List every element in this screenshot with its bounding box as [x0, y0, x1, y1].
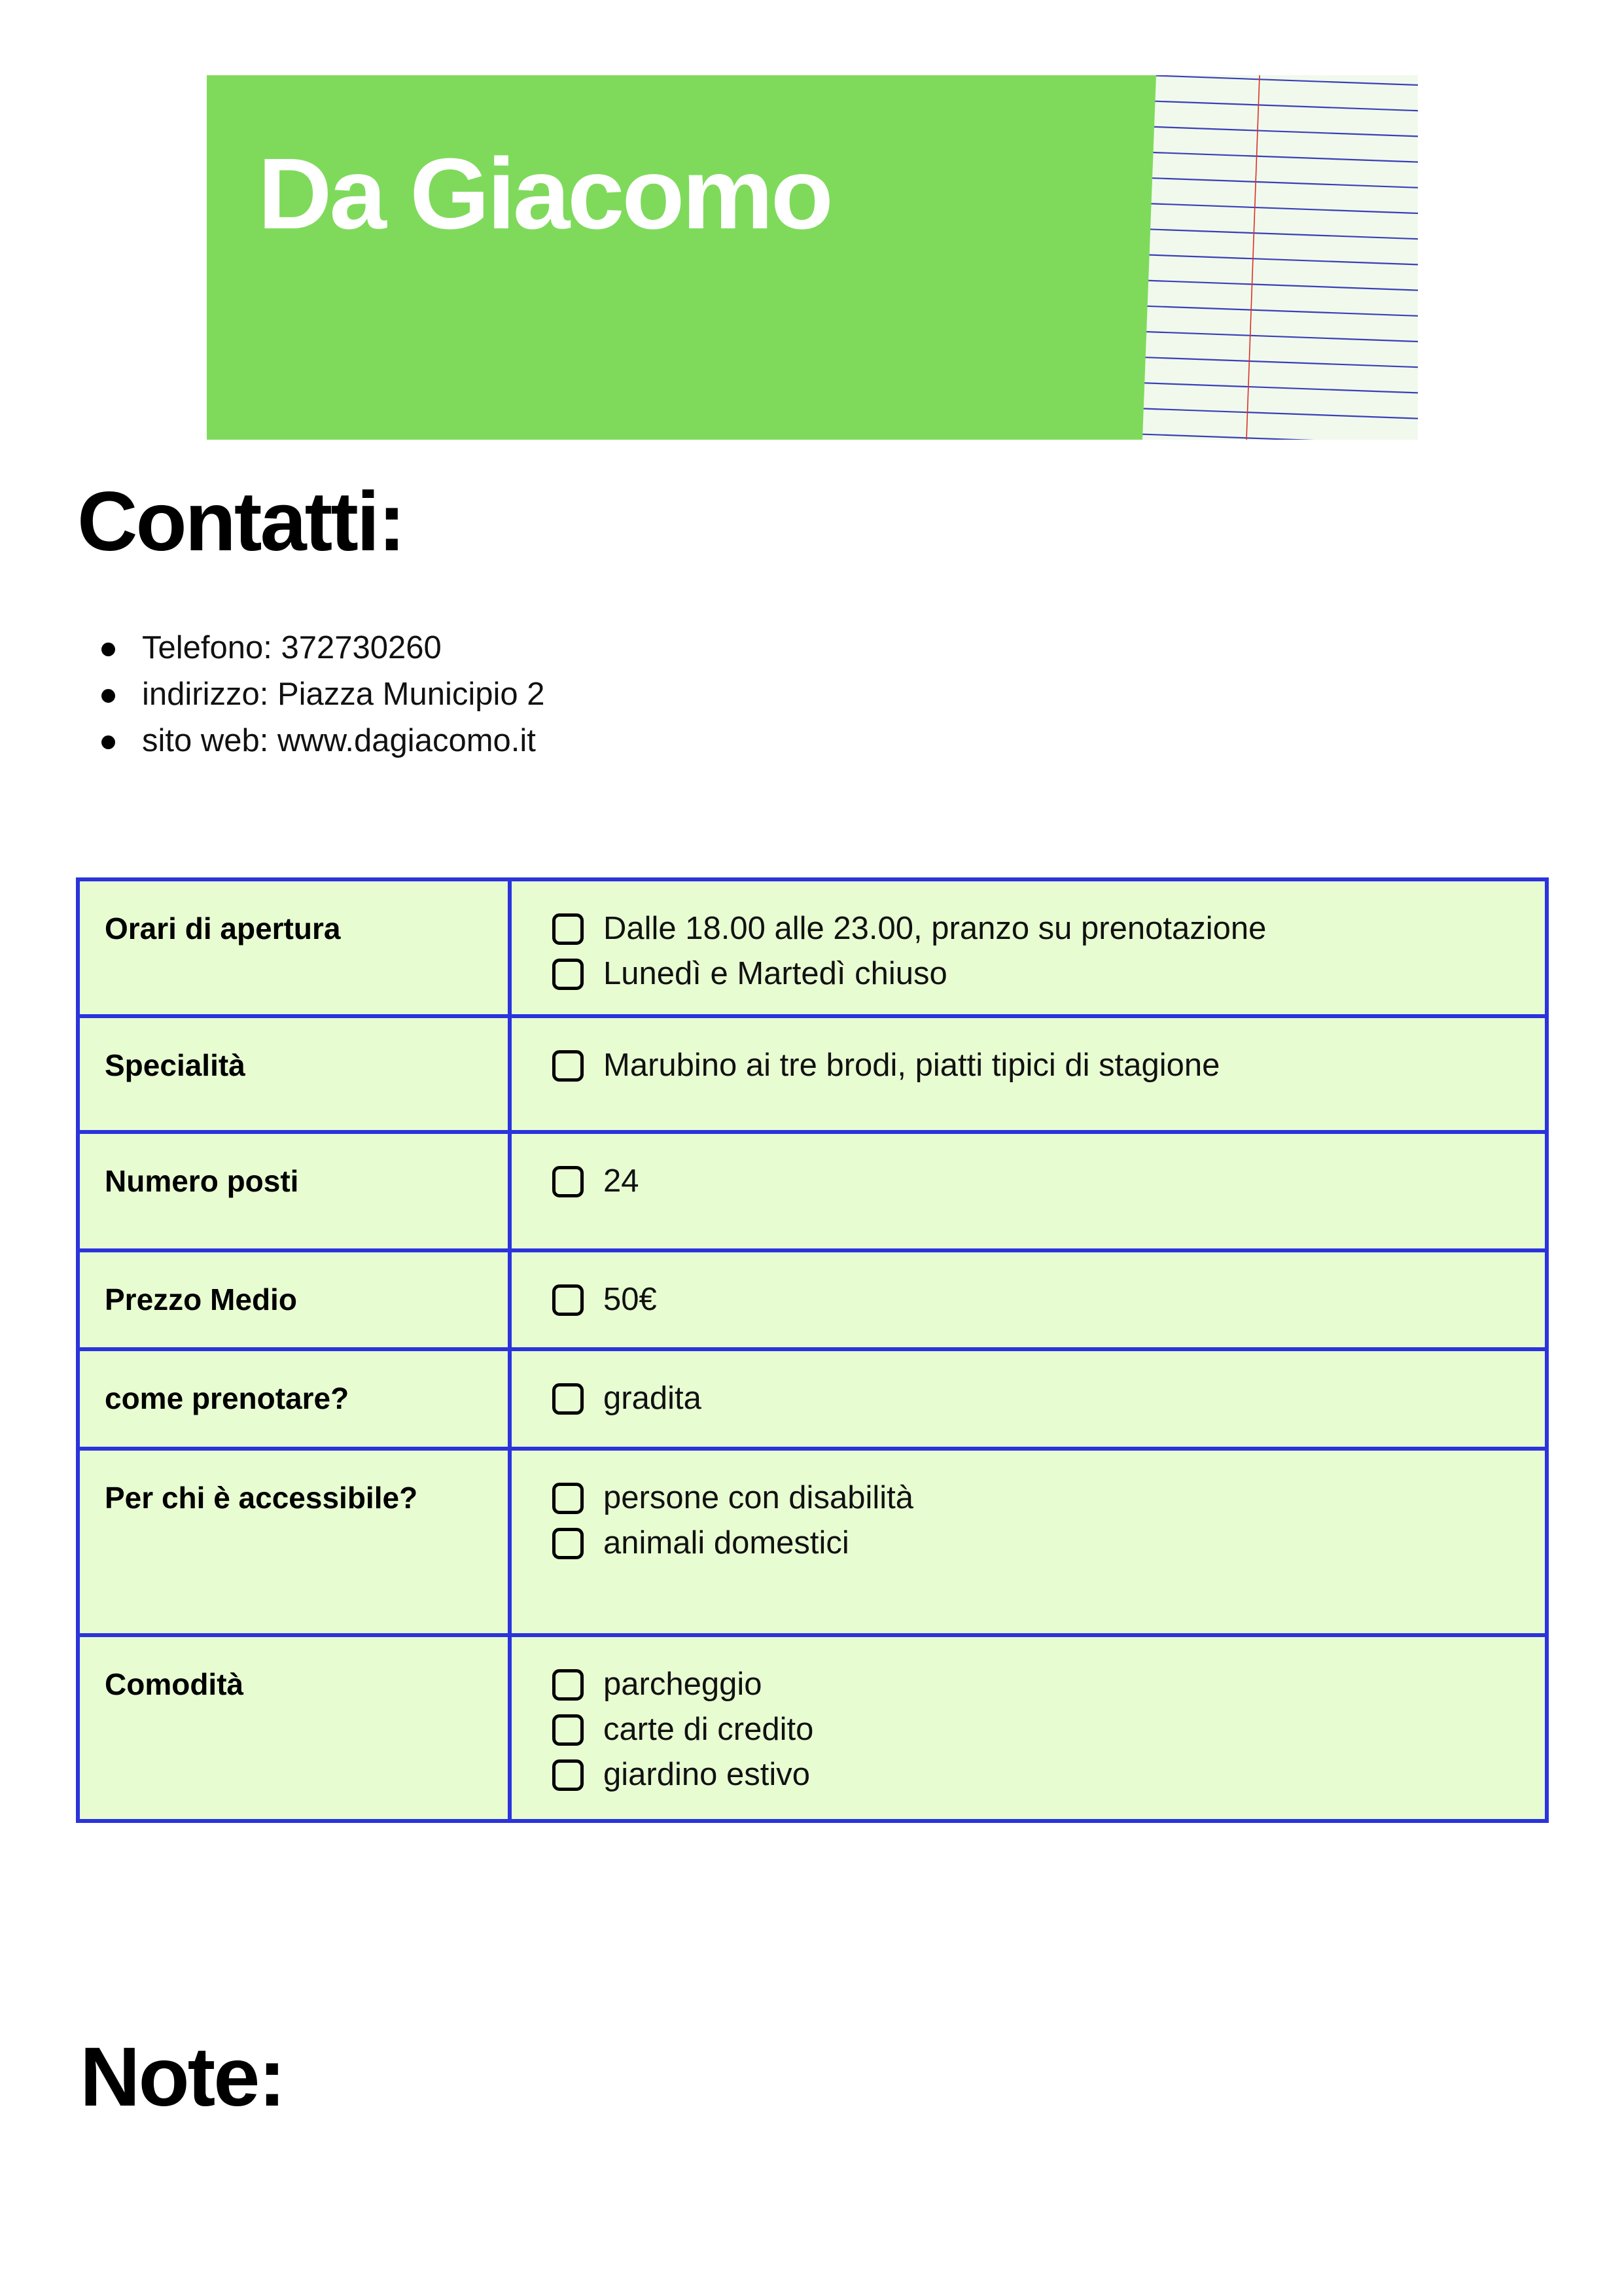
row-label: Prezzo Medio	[78, 1250, 510, 1349]
checklist-item-text: persone con disabilità	[603, 1480, 913, 1515]
contact-website	[98, 718, 545, 764]
table-row-opening-hours	[78, 879, 1547, 1016]
table-row-amenities	[78, 1635, 1547, 1821]
bullet-icon	[101, 643, 115, 656]
contact-phone-text: Telefono: 372730260	[142, 630, 442, 665]
row-label: Per chi è accessibile?	[78, 1449, 510, 1635]
row-values	[510, 1635, 1547, 1821]
table-row-specialty	[78, 1016, 1547, 1132]
table-row-accessibility	[78, 1449, 1547, 1635]
checklist-item-text: giardino estivo	[603, 1757, 810, 1792]
checkbox-icon[interactable]	[552, 1759, 584, 1791]
checkbox-icon[interactable]	[552, 1483, 584, 1514]
checklist-item[interactable]	[552, 1521, 1545, 1566]
checkbox-icon[interactable]	[552, 913, 584, 945]
checklist-item-text: carte di credito	[603, 1712, 814, 1747]
banner-graphic	[207, 75, 1418, 440]
lined-paper	[1123, 75, 1418, 440]
row-values	[510, 1132, 1547, 1250]
checklist-item[interactable]	[552, 1376, 1545, 1421]
info-table	[76, 877, 1549, 1823]
checklist-item-text: 24	[603, 1163, 639, 1199]
checklist-item[interactable]	[552, 1277, 1545, 1322]
table-row-average-price	[78, 1250, 1547, 1349]
checklist-item-text: 50€	[603, 1282, 657, 1317]
bullet-icon	[101, 735, 115, 749]
green-banner	[207, 75, 1156, 440]
row-values	[510, 1250, 1547, 1349]
row-label: Comodità	[78, 1635, 510, 1821]
checklist-item[interactable]	[552, 1752, 1545, 1797]
checklist-item[interactable]	[552, 1662, 1545, 1707]
contact-website-text: sito web: www.dagiacomo.it	[142, 723, 536, 758]
checklist-item[interactable]	[552, 951, 1545, 997]
checklist-item-text: gradita	[603, 1381, 701, 1416]
checklist-item-text: Marubino ai tre brodi, piatti tipici di stagione	[603, 1048, 1220, 1083]
row-label: come prenotare?	[78, 1349, 510, 1449]
row-values	[510, 1016, 1547, 1132]
checklist-item[interactable]	[552, 1159, 1545, 1204]
contact-list	[98, 625, 545, 764]
checkbox-icon[interactable]	[552, 1166, 584, 1197]
row-label: Specialità	[78, 1016, 510, 1132]
bullet-icon	[101, 689, 115, 703]
table-row-seats	[78, 1132, 1547, 1250]
row-label: Numero posti	[78, 1132, 510, 1250]
checkbox-icon[interactable]	[552, 1383, 584, 1415]
checklist-item-text: parcheggio	[603, 1667, 762, 1702]
checkbox-icon[interactable]	[552, 1284, 584, 1316]
row-values	[510, 1449, 1547, 1635]
checklist-item-text: Lunedì e Martedì chiuso	[603, 956, 947, 991]
contact-address	[98, 671, 545, 718]
checklist-item-text: Dalle 18.00 alle 23.00, pranzo su prenotazione	[603, 911, 1267, 946]
restaurant-name: Da Giacomo	[258, 137, 831, 250]
checkbox-icon[interactable]	[552, 959, 584, 990]
notes-heading: Note:	[80, 2030, 285, 2124]
checkbox-icon[interactable]	[552, 1714, 584, 1746]
contact-address-text: indirizzo: Piazza Municipio 2	[142, 677, 545, 712]
checklist-item[interactable]	[552, 1043, 1545, 1088]
checklist-item[interactable]	[552, 1475, 1545, 1521]
checkbox-icon[interactable]	[552, 1050, 584, 1082]
row-values	[510, 1349, 1547, 1449]
checklist-item-text: animali domestici	[603, 1525, 849, 1561]
checkbox-icon[interactable]	[552, 1528, 584, 1559]
header-banner	[207, 75, 1418, 440]
contacts-heading: Contatti:	[77, 475, 404, 569]
row-label: Orari di apertura	[78, 879, 510, 1016]
row-values	[510, 879, 1547, 1016]
table-row-booking	[78, 1349, 1547, 1449]
contact-phone	[98, 625, 545, 671]
checklist-item[interactable]	[552, 1707, 1545, 1752]
checkbox-icon[interactable]	[552, 1669, 584, 1701]
checklist-item[interactable]	[552, 906, 1545, 951]
